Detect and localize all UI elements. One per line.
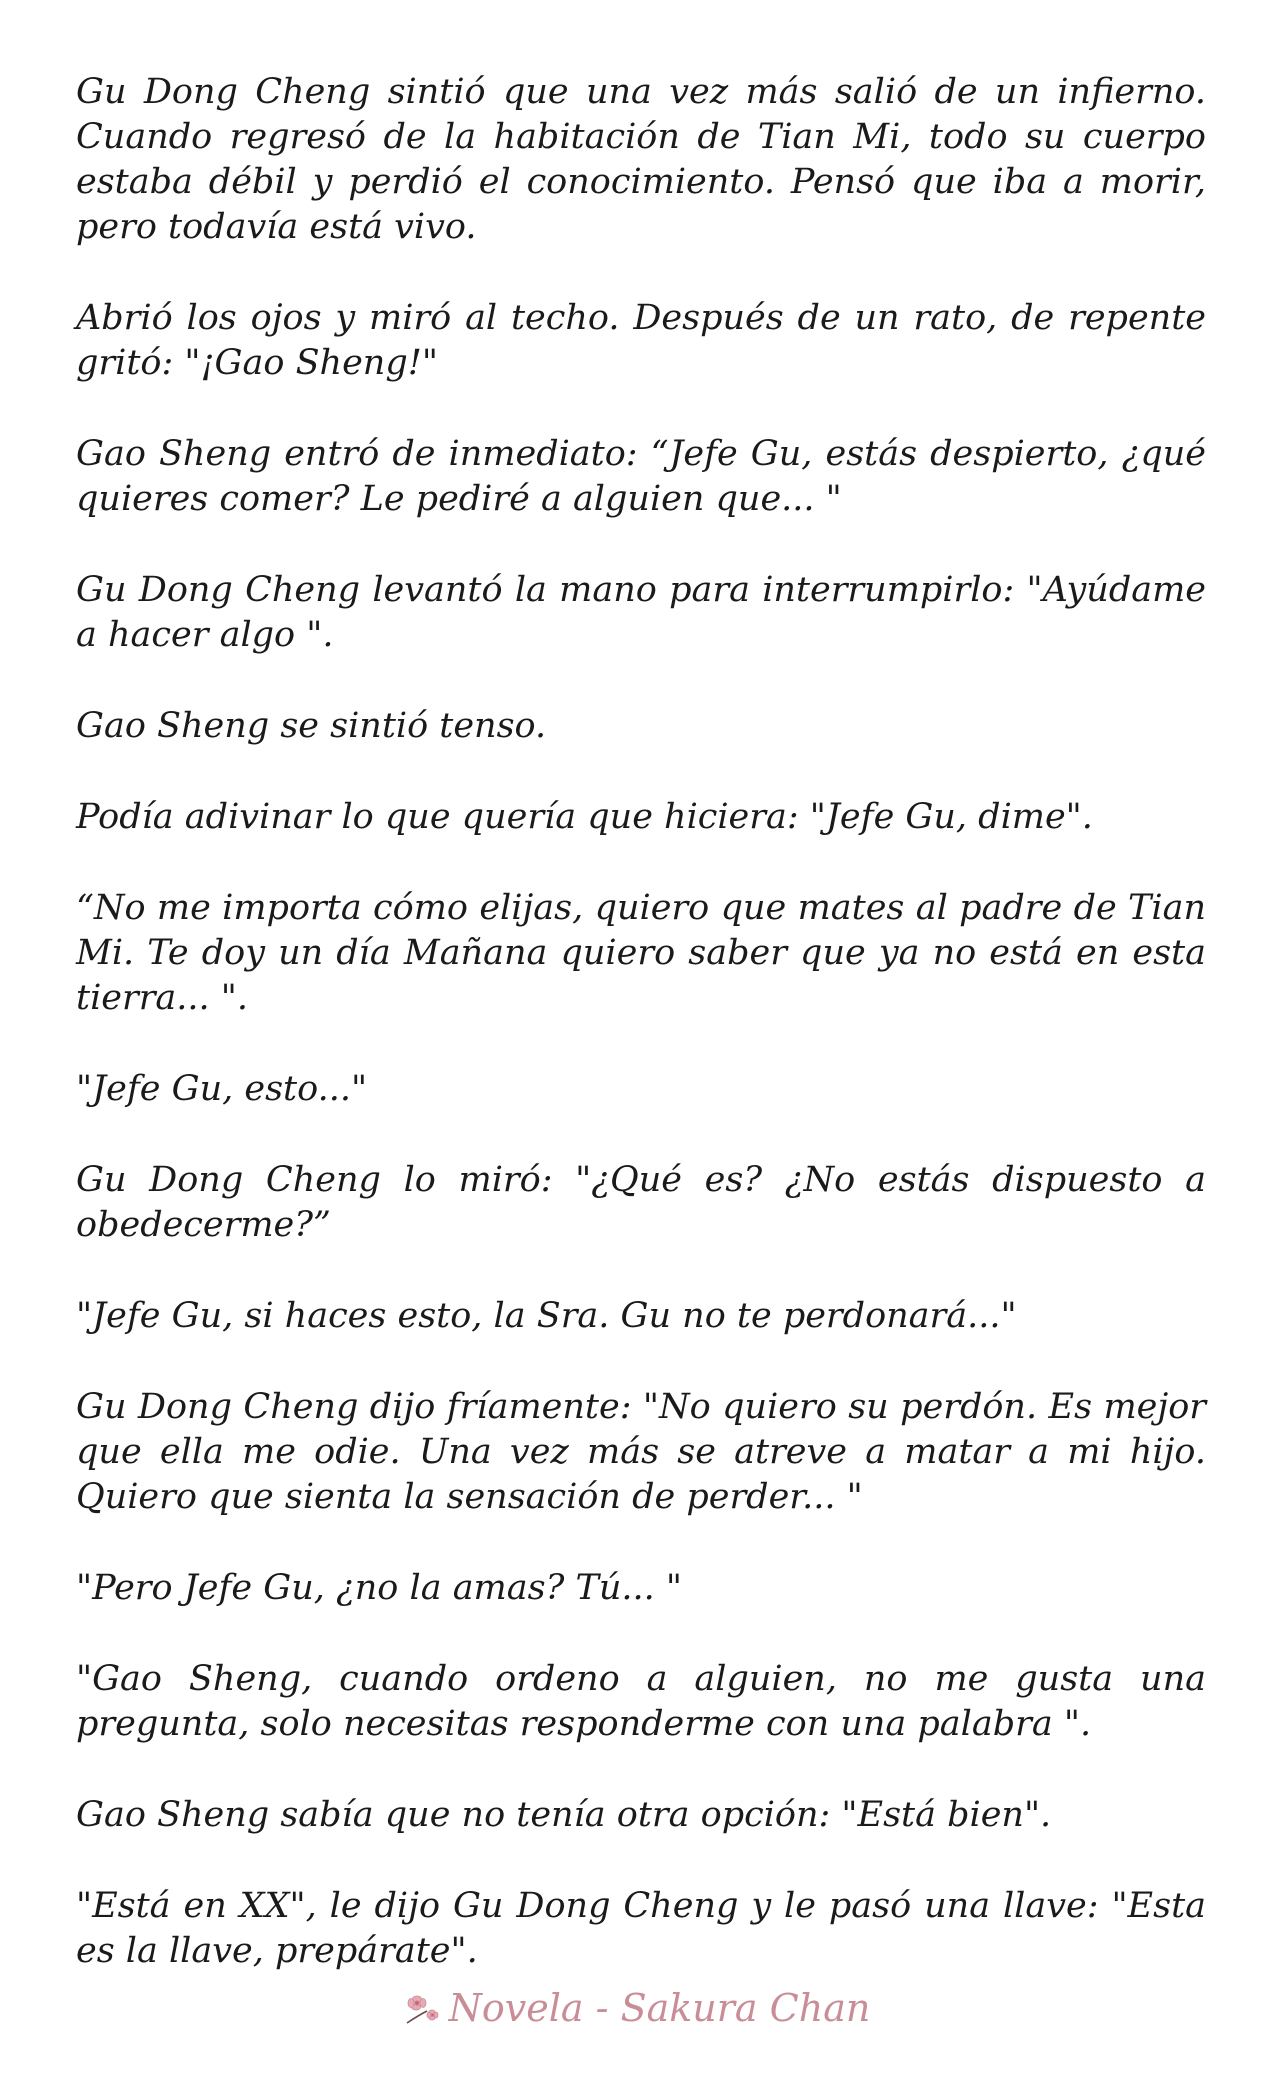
paragraph: Gao Sheng se sintió tenso.	[76, 706, 547, 746]
paragraph: Podía adivinar lo que quería que hiciera: "Jefe Gu, dime".	[76, 797, 1093, 837]
paragraph: Gu Dong Cheng dijo fríamente: "No quiero su perdón. Es mejor que ella me odie. Una vez más se atreve a matar a mi hijo. Quiero que sienta la sensación de perder... "	[76, 1387, 1206, 1517]
document-body	[76, 70, 1206, 2020]
paragraph: "Gao Sheng, cuando ordeno a alguien, no me gusta una pregunta, solo necesitas responderme con una palabra ".	[76, 1659, 1206, 1744]
paragraph: "Jefe Gu, si haces esto, la Sra. Gu no te perdonará..."	[76, 1296, 1017, 1336]
paragraph: Gu Dong Cheng lo miró: "¿Qué es? ¿No estás dispuesto a obedecerme?”	[76, 1160, 1206, 1245]
paragraph: "Está en XX", le dijo Gu Dong Cheng y le pasó una llave: "Esta es la llave, prepárate".	[76, 1886, 1206, 1971]
paragraph: Gu Dong Cheng sintió que una vez más salió de un infierno. Cuando regresó de la habitación de Tian Mi, todo su cuerpo estaba débil y perdió el conocimiento. Pensó que iba a morir, pero todavía está vivo.	[76, 72, 1206, 247]
watermark-text: Novela - Sakura Chan	[448, 1986, 871, 2030]
paragraph: Gao Sheng entró de inmediato: “Jefe Gu, estás despierto, ¿qué quieres comer? Le pediré a alguien que... "	[76, 434, 1206, 519]
paragraph: "Jefe Gu, esto..."	[76, 1069, 368, 1109]
paragraph: Gu Dong Cheng levantó la mano para interrumpirlo: "Ayúdame a hacer algo ".	[76, 570, 1206, 655]
paragraph: Gao Sheng sabía que no tenía otra opción: "Está bien".	[76, 1795, 1052, 1835]
paragraph: Abrió los ojos y miró al techo. Después de un rato, de repente gritó: "¡Gao Sheng!"	[76, 298, 1206, 383]
watermark	[0, 1985, 1275, 2031]
paragraph: "Pero Jefe Gu, ¿no la amas? Tú... "	[76, 1568, 682, 1608]
cherry-blossom-icon	[405, 1991, 443, 2025]
paragraph: “No me importa cómo elijas, quiero que mates al padre de Tian Mi. Te doy un día Mañana quiero saber que ya no está en esta tierra... ".	[76, 888, 1206, 1018]
